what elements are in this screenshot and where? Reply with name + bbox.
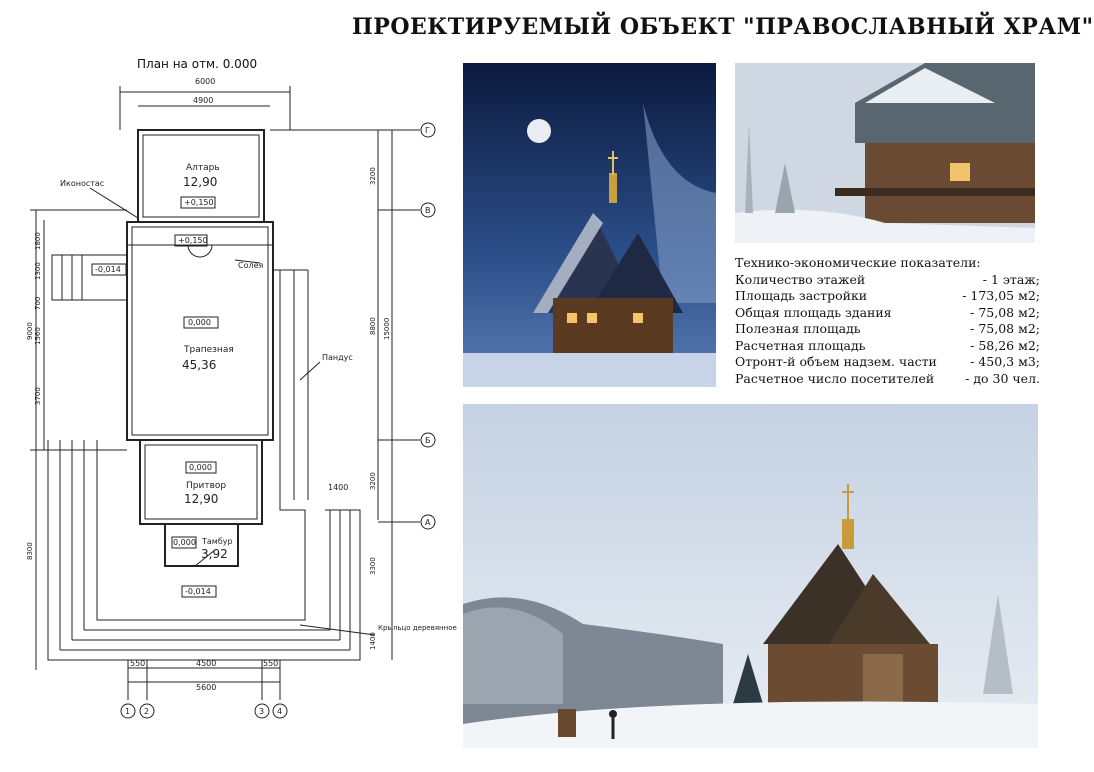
narthex-name: Притвор [186,481,227,491]
nave-area: 45,36 [182,358,217,372]
tech-label: Количество этажей [735,271,866,287]
solea-mark: +0,150 [178,236,208,245]
dim-right-8800: 8800 [369,317,377,335]
vestibule-name: Тамбур [202,537,233,546]
dim-left-8300: 8300 [26,542,34,560]
nave-name: Трапезная [184,345,234,355]
entry-mark: -0,014 [185,587,211,596]
tech-heading: Технико-экономические показатели: [735,255,981,270]
tech-row [735,354,1040,371]
dim-bottom-550-left: 550 [130,659,146,668]
narthex-area: 12,90 [184,492,219,506]
tech-label: Расчетное число посетителей [735,370,935,386]
tech-value: - 58,26 м2; [970,337,1040,353]
axis-g: Г [425,126,430,135]
dim-right-1400: 1400 [369,632,377,650]
plan-caption: План на отм. 0.000 [137,57,258,71]
tech-row [735,321,1040,338]
porch-mark: -0,014 [95,265,121,274]
ramp-label: Пандус [322,353,353,362]
tech-row [735,338,1040,355]
axis-3: 3 [259,707,265,716]
dim-right-1400-top: 1400 [328,483,349,492]
axis-1: 1 [125,707,131,716]
dim-right-3300: 3300 [369,557,377,575]
dim-left-1560: 1560 [34,327,42,345]
narthex-mark: 0,000 [189,463,212,472]
dim-top-6000: 6000 [195,77,216,86]
iconostas-label: Иконостас [60,179,105,188]
vestibule-mark: 0,000 [173,538,196,547]
tech-value: - 75,08 м2; [970,321,1040,336]
dim-right-3200: 3200 [369,167,377,185]
tech-row [735,371,1040,388]
dim-right-15000: 15000 [383,317,391,340]
axis-b: Б [425,436,431,445]
tech-value: - 75,08 м2; [970,304,1040,320]
axis-a: А [425,518,431,527]
floor-plan [0,70,457,770]
roof-note: Крыльцо деревянное [378,624,457,632]
tech-value: - до 30 чел. [965,370,1040,386]
altar-mark: +0,150 [184,198,214,207]
dim-top-4900: 4900 [193,96,214,105]
vestibule-area: 3,92 [201,547,228,561]
winter-landscape-photo [463,404,1038,748]
axis-4: 4 [277,707,283,716]
dim-left-700: 700 [34,296,42,310]
tech-label: Полезная площадь [735,321,861,336]
night-render-photo [463,63,716,387]
tech-value: - 173,05 м2; [962,288,1040,303]
tech-value: - 1 этаж; [982,271,1040,287]
tech-label: Отронт-й объем надзем. части [735,354,937,369]
axis-2: 2 [144,707,150,716]
tech-row [735,288,1040,305]
nave-mark: 0,000 [188,318,211,327]
tech-row [735,272,1040,289]
altar-area: 12,90 [183,175,218,189]
page-title: ПРОЕКТИРУЕМЫЙ ОБЪЕКТ "ПРАВОСЛАВНЫЙ ХРАМ" [352,14,1094,40]
dim-bottom-550-right: 550 [263,659,279,668]
winter-day-photo [735,63,1035,243]
tech-label: Расчетная площадь [735,337,866,353]
dim-bottom-5600: 5600 [196,683,217,692]
dim-left-9000: 9000 [26,322,34,340]
tech-indicators [735,255,1040,387]
axis-v: В [425,206,431,215]
dim-right-3200-lower: 3200 [369,472,377,490]
altar-name: Алтарь [186,163,220,173]
tech-label: Площадь застройки [735,288,868,303]
dim-left-1800: 1800 [34,232,42,250]
dim-left-3700: 3700 [34,387,42,405]
tech-row [735,305,1040,322]
dim-bottom-4500: 4500 [196,659,217,668]
solea-name: Солея [238,261,264,270]
dim-left-1300: 1300 [34,262,42,280]
tech-value: - 450,3 м3; [970,354,1040,369]
tech-label: Общая площадь здания [735,304,892,320]
